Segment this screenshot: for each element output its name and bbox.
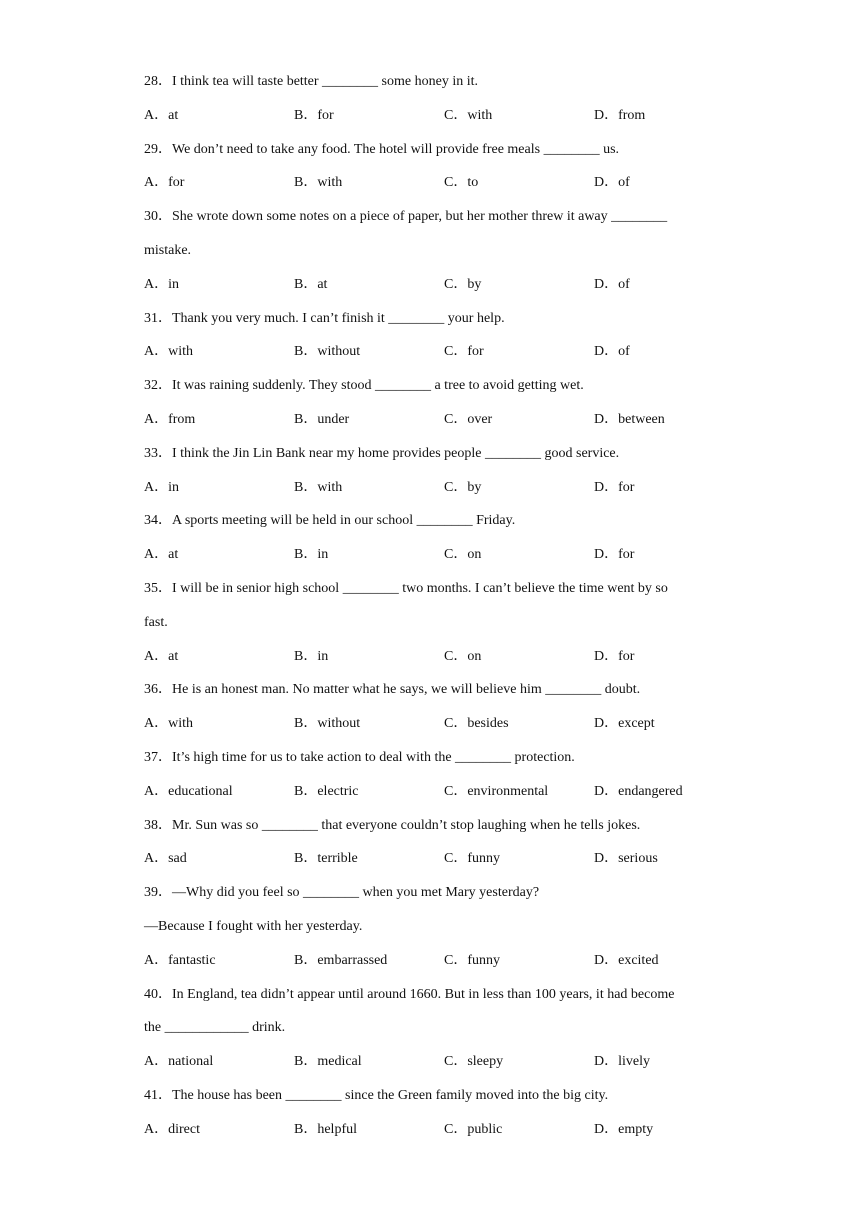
question-text: 33．I think the Jin Lin Bank near my home provides people ________ good service.: [144, 445, 620, 461]
option-a: A．from: [144, 411, 196, 427]
option-d: D．between: [594, 411, 665, 427]
question-block: [144, 579, 734, 680]
option-b: B．under: [294, 411, 350, 427]
question-block: [144, 816, 734, 884]
option-b: B．for: [294, 107, 334, 123]
question-text: 38．Mr. Sun was so ________ that everyone couldn’t stop laughing when he tells jokes.: [144, 817, 641, 833]
option-d: D．empty: [594, 1121, 654, 1137]
option-c: C．on: [444, 547, 482, 563]
option-d: D．excited: [594, 952, 659, 968]
question-block: [144, 207, 734, 308]
question-block: [144, 72, 734, 140]
option-c: C．sleepy: [444, 1054, 504, 1070]
answer-options: [144, 1052, 734, 1086]
option-c: C．besides: [444, 716, 509, 732]
exam-page: [144, 72, 734, 1154]
question-block: [144, 376, 734, 444]
answer-options: [144, 342, 734, 376]
option-b: B．embarrassed: [294, 952, 388, 968]
question-block: [144, 883, 734, 984]
question-text: 39．—Why did you feel so ________ when you met Mary yesterday?: [144, 885, 540, 901]
option-c: C．to: [444, 175, 479, 191]
question-text: 29．We don’t need to take any food. The hotel will provide free meals ________ us.: [144, 141, 620, 157]
answer-options: [144, 714, 734, 748]
question-block: [144, 985, 734, 1086]
question-text-continued: mistake.: [144, 242, 192, 258]
option-c: C．for: [444, 344, 484, 360]
option-c: C．funny: [444, 851, 500, 867]
option-d: D．for: [594, 648, 635, 664]
answer-options: [144, 849, 734, 883]
option-c: C．funny: [444, 952, 500, 968]
question-block: [144, 680, 734, 748]
answer-options: [144, 545, 734, 579]
question-text: 30．She wrote down some notes on a piece of paper, but her mother threw it away ________: [144, 209, 668, 225]
question-text: 35．I will be in senior high school ________ two months. I can’t believe the time went by so: [144, 580, 668, 596]
option-b: B．helpful: [294, 1121, 357, 1137]
option-a: A．at: [144, 107, 179, 123]
option-b: B．terrible: [294, 851, 358, 867]
option-d: D．lively: [594, 1054, 650, 1070]
option-b: B．with: [294, 175, 343, 191]
question-text-continued: —Because I fought with her yesterday.: [144, 918, 363, 934]
question-block: [144, 309, 734, 377]
question-text: 28．I think tea will taste better ________ some honey in it.: [144, 74, 478, 89]
option-d: D．for: [594, 479, 635, 495]
question-text: 41．The house has been ________ since the Green family moved into the big city.: [144, 1087, 609, 1103]
option-d: D．serious: [594, 851, 658, 867]
option-a: A．fantastic: [144, 952, 216, 968]
option-a: A．in: [144, 479, 179, 495]
option-c: C．by: [444, 276, 482, 292]
option-a: A．for: [144, 175, 185, 191]
answer-options: [144, 647, 734, 681]
option-b: B．in: [294, 547, 329, 563]
option-b: B．without: [294, 716, 361, 732]
answer-options: [144, 478, 734, 512]
option-c: C．with: [444, 107, 493, 123]
question-text: 31．Thank you very much. I can’t finish it ________ your help.: [144, 310, 505, 326]
option-d: D．endangered: [594, 783, 683, 799]
answer-options: [144, 106, 734, 140]
option-b: B．without: [294, 344, 361, 360]
option-a: A．in: [144, 276, 179, 292]
question-text-continued: the ____________ drink.: [144, 1020, 286, 1036]
option-a: A．at: [144, 547, 179, 563]
answer-options: [144, 410, 734, 444]
option-a: A．at: [144, 648, 179, 664]
question-block: [144, 444, 734, 512]
answer-options: [144, 275, 734, 309]
option-d: D．except: [594, 716, 655, 732]
answer-options: [144, 173, 734, 207]
question-text-continued: fast.: [144, 614, 168, 630]
question-text: 32．It was raining suddenly. They stood ________ a tree to avoid getting wet.: [144, 378, 584, 394]
answer-options: [144, 782, 734, 816]
question-text: 37．It’s high time for us to take action to deal with the ________ protection.: [144, 749, 575, 765]
option-d: D．of: [594, 276, 630, 292]
option-b: B．electric: [294, 783, 359, 799]
option-d: D．from: [594, 107, 646, 123]
question-block: [144, 748, 734, 816]
option-b: B．medical: [294, 1054, 362, 1070]
option-b: B．at: [294, 276, 328, 292]
option-a: A．educational: [144, 783, 233, 799]
option-d: D．of: [594, 344, 630, 360]
option-a: A．national: [144, 1054, 214, 1070]
question-text: 34．A sports meeting will be held in our school ________ Friday.: [144, 513, 516, 529]
option-a: A．sad: [144, 851, 187, 867]
question-block: [144, 511, 734, 579]
question-block: [144, 140, 734, 208]
answer-options: [144, 951, 734, 985]
option-b: B．with: [294, 479, 343, 495]
option-d: D．of: [594, 175, 630, 191]
option-a: A．with: [144, 344, 193, 360]
option-c: C．by: [444, 479, 482, 495]
option-c: C．environmental: [444, 783, 549, 799]
option-b: B．in: [294, 648, 329, 664]
answer-options: [144, 1120, 734, 1154]
option-c: C．public: [444, 1121, 503, 1137]
option-a: A．with: [144, 716, 193, 732]
question-text: 36．He is an honest man. No matter what he says, we will believe him ________ doubt.: [144, 682, 641, 698]
option-d: D．for: [594, 547, 635, 563]
option-c: C．over: [444, 411, 493, 427]
option-c: C．on: [444, 648, 482, 664]
option-a: A．direct: [144, 1121, 200, 1137]
question-block: [144, 1086, 734, 1154]
question-text: 40．In England, tea didn’t appear until around 1660. But in less than 100 years, it had become: [144, 986, 675, 1002]
